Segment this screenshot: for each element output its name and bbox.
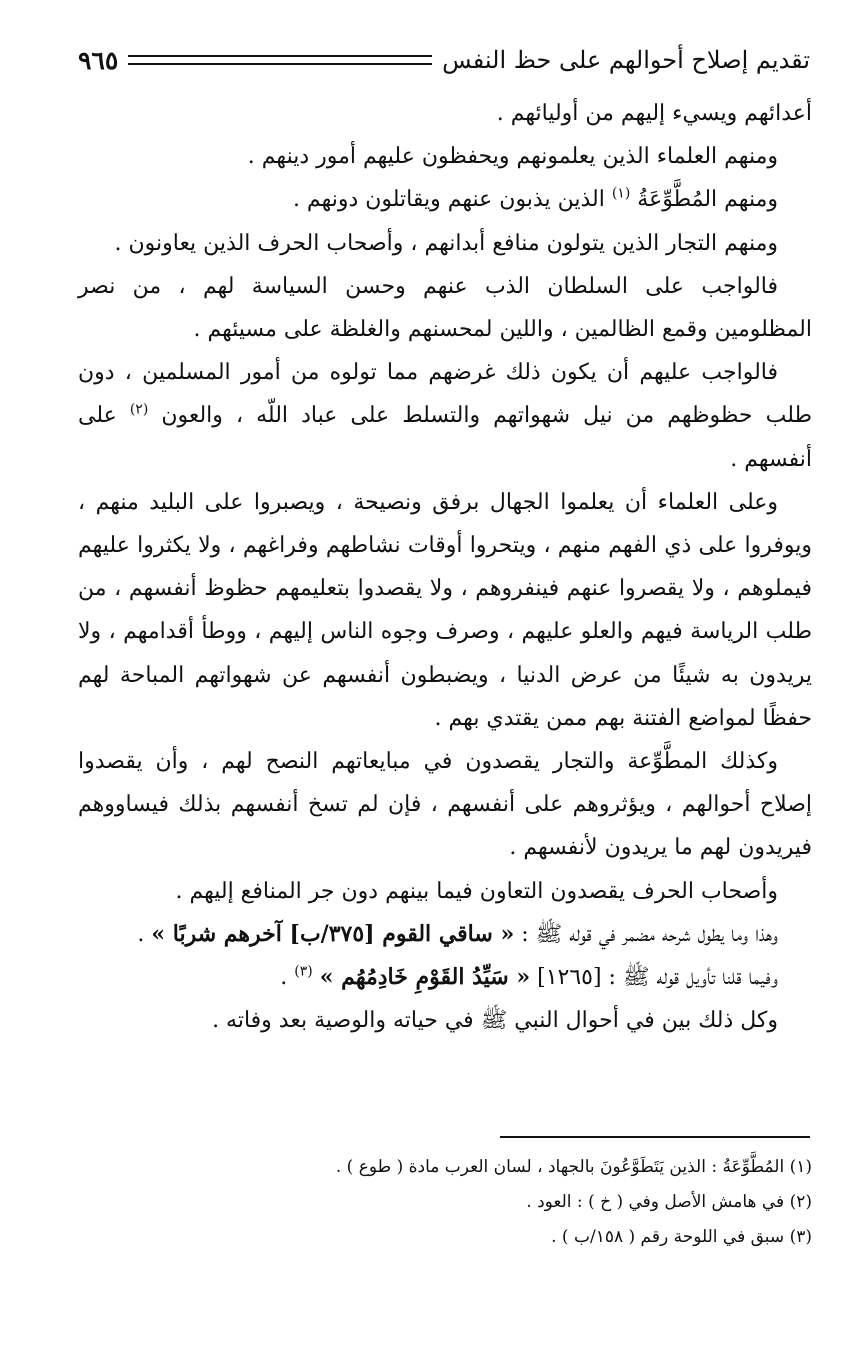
paragraph-5: فالواجب على السلطان الذب عنهم وحسن السياسة لهم ، من نصر المظلومين وقمع الظالمين ، واللين لمحسنهم والغلظة على مسيئهم . xyxy=(78,273,812,343)
paragraph-3-text-a: ومنهم المُطَّوِّعَةُ xyxy=(637,187,778,213)
paragraph-1: أعدائهم ويسيء إليهم من أوليائهم . xyxy=(496,101,812,126)
footnote-ref-3: (٣) xyxy=(294,963,313,980)
paragraph-12: وكل ذلك بين في أحوال النبي ﷺ في حياته والوصية بعد وفاته . xyxy=(212,1008,778,1034)
paragraph-11-text-b: . xyxy=(280,965,288,991)
paragraph-10-text-a: وهذا وما يطول شرحه مضمر في قوله ﷺ : xyxy=(521,921,778,947)
hadith-quote-2: « سَيِّدُ القَوْمِ خَادِمُهُم » xyxy=(319,964,531,991)
footnote-ref-2: (٢) xyxy=(129,402,149,419)
paragraph-11-text-a: وفيما قلنا تأويل قوله ﷺ : [١٢٦٥] xyxy=(537,965,778,991)
footnote-ref-1: (١) xyxy=(611,186,631,203)
paragraph-4: ومنهم التجار الذين يتولون منافع أبدانهم ، وأصحاب الحرف الذين يعاونون . xyxy=(114,230,778,256)
header-rule xyxy=(128,55,432,65)
footnote-1: (١) المُطَّوِّعَةُ : الذين يَتَطَوَّعُونَ بالجهاد ، لسان العرب مادة ( طوع ) . xyxy=(335,1157,812,1177)
hadith-quote-1: « ساقي القوم [٣٧٥/ب] آخرهم شربًا » xyxy=(151,920,515,947)
page-header xyxy=(78,40,810,80)
footnote-3: (٣) سبق في اللوحة رقم ( ١٥٨/ب ) . xyxy=(551,1227,812,1247)
paragraph-10-text-b: . xyxy=(137,921,145,947)
page-number: ٩٦٥ xyxy=(78,45,119,75)
body-text xyxy=(78,92,812,1042)
paragraph-6-text-a: فالواجب عليهم أن يكون ذلك غرضهم مما تولوه من أمور المسلمين ، دون طلب حظوظهم من نيل شهواتهم والتسلط على عباد اللّه ، والعون xyxy=(78,360,812,429)
paragraph-3-text-b: الذين يذبون عنهم ويقاتلون دونهم . xyxy=(292,187,605,213)
paragraph-8: وكذلك المطَّوِّعة والتجار يقصدون في مبايعاتهم النصح لهم ، وأن يقصدوا إصلاح أحوالهم ، ويؤثروهم على أنفسهم ، فإن لم تسخ أنفسهم بذلك فيساووهم فيريدون لهم ما يريدون لأنفسهم . xyxy=(78,749,812,861)
paragraph-10 xyxy=(78,913,812,956)
paragraph-6-text-b: على أنفسهم . xyxy=(78,403,812,472)
paragraph-6 xyxy=(78,351,812,481)
paragraph-7: وعلى العلماء أن يعلموا الجهال برفق ونصيحة ، ويصبروا على البليد منهم ، ويوفروا على ذي الفهم منهم ، ويتحروا أوقات نشاطهم وفراغهم ، ولا يكثروا عليهم فيملوهم ، ولا يقصروا عنهم فينفروهم ، ولا يقصدوا بتعليمهم حظوظ أنفسهم ، من طلب الرياسة فيهم والعلو عليهم ، وصرف وجوه الناس إليهم ، ووطأ أقدامهم ، ولا يريدون به شيئًا من عرض الدنيا ، ويضبطون أنفسهم عن شهواتهم المباحة لهم حفظًا لمواضع الفتنة بهم ممن يقتدي بهم . xyxy=(78,489,812,731)
paragraph-11 xyxy=(78,956,812,999)
running-title: تقديم إصلاح أحوالهم على حظ النفس xyxy=(442,46,810,74)
footnote-separator xyxy=(500,1136,810,1138)
paragraph-2: ومنهم العلماء الذين يعلمونهم ويحفظون عليهم أمور دينهم . xyxy=(247,144,778,170)
footnotes xyxy=(78,1150,812,1255)
footnote-2: (٢) في هامش الأصل وفي ( خ ) : العود . xyxy=(526,1192,812,1212)
paragraph-3 xyxy=(78,178,812,221)
paragraph-9: وأصحاب الحرف يقصدون التعاون فيما بينهم دون جر المنافع إليهم . xyxy=(175,878,778,904)
